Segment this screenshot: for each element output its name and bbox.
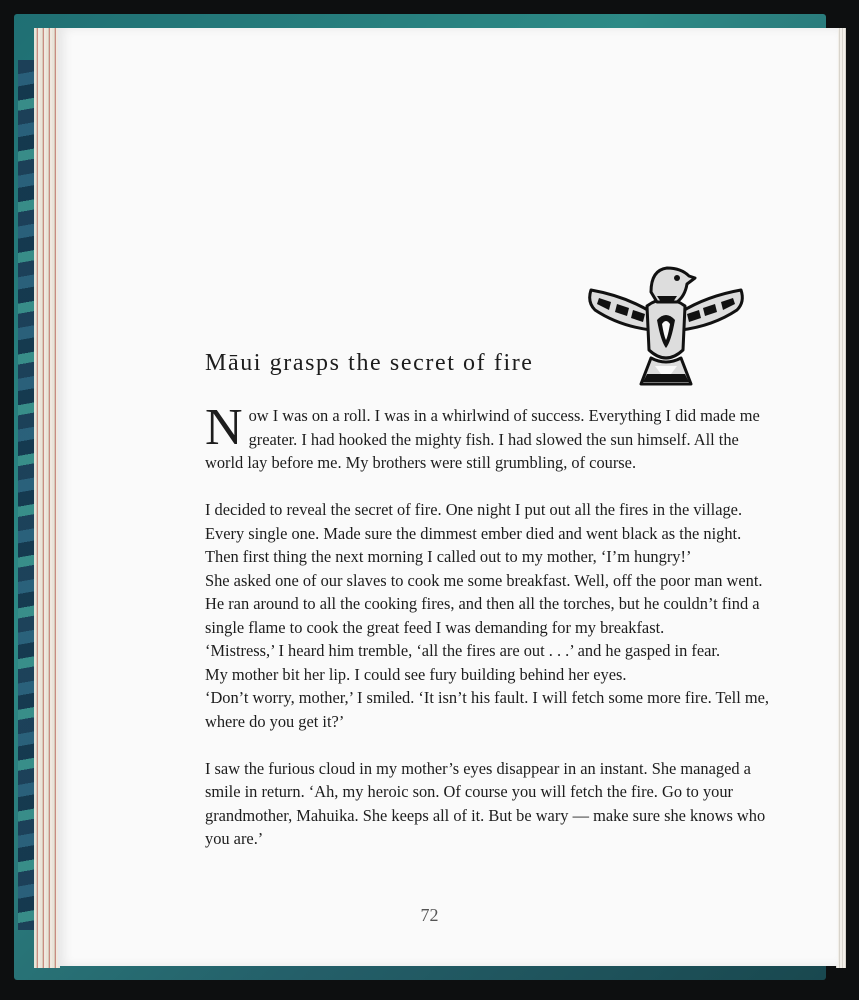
- paragraph-1: [205, 399, 770, 475]
- paragraph-3: I saw the furious cloud in my mother’s eyes disappear in an instant. She managed a smile in return. ‘Ah, my heroic son. Of course you will fetch the fire. Go to your grandmother, Mahuika. She keeps all of it. But be wary — make sure she knows who you are.’: [205, 758, 766, 848]
- paragraph-1-text: ow I was on a roll. I was in a whirlwind of success. Everything I did made me greater. I had hooked the mighty fish. I had slowed the sun himself. All the world lay before me. My brothers were still grumbling, of course.: [205, 406, 760, 472]
- paragraph-2-line: My mother bit her lip. I could see fury building behind her eyes.: [205, 664, 627, 684]
- chapter-title: Māui grasps the secret of fire: [205, 350, 534, 376]
- paragraph-2-line: ‘Don’t worry, mother,’ I smiled. ‘It isn’t his fault. I will fetch some more fire. Tell me, where do you get it?’: [205, 688, 769, 731]
- paragraph-2-line: She asked one of our slaves to cook me some breakfast. Well, off the poor man went. He ran around to all the cooking fires, and then all the torches, but he couldn’t find a single flame to cook the great feed I was demanding for my breakfast.: [205, 570, 763, 637]
- page-number: 72: [420, 905, 439, 925]
- chapter-body: [205, 399, 770, 874]
- page-edges: [34, 28, 60, 968]
- paragraph-2-line: ‘Mistress,’ I heard him tremble, ‘all the fires are out . . .’ and he gasped in fear.: [205, 641, 721, 660]
- paragraph-2: [205, 498, 770, 733]
- bird-carving-icon: [585, 262, 747, 390]
- paragraph-2-line: I decided to reveal the secret of fire. One night I put out all the fires in the village. Every single one. Made sure the dimmest ember died and went black as the night. Then first thing the next morning I called out to my mother, ‘I’m hungry!’: [205, 500, 743, 566]
- drop-cap: N: [205, 399, 243, 456]
